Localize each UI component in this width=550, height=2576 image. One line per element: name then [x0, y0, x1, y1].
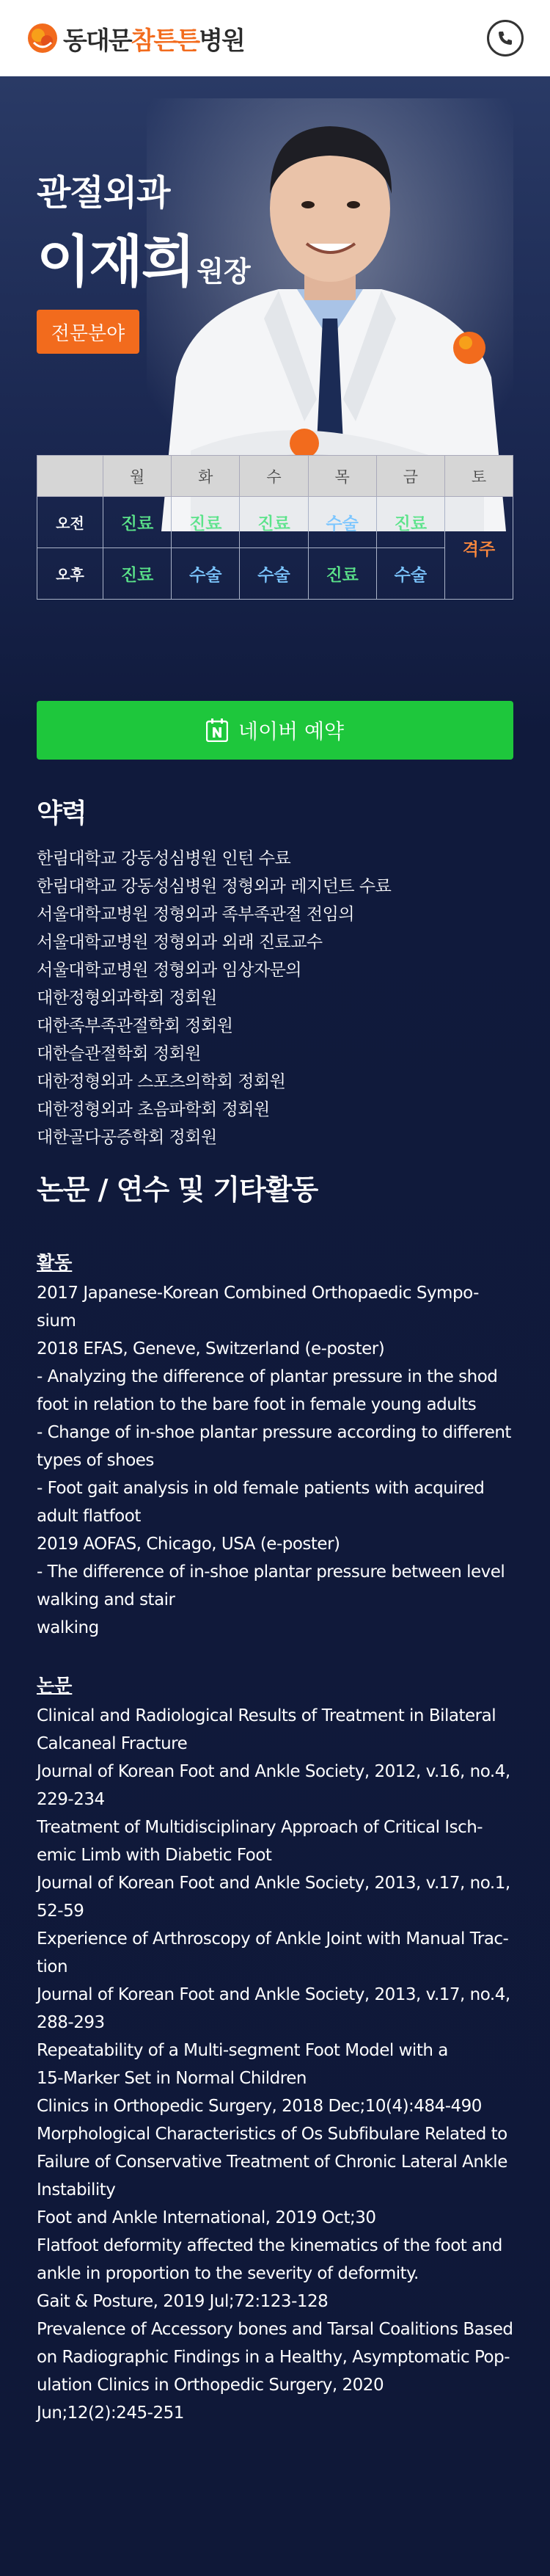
- paper-line: 15-Marker Set in Normal Children: [37, 2069, 307, 2088]
- activity-line: walking: [37, 1618, 99, 1637]
- schedule-header-row: [37, 456, 513, 497]
- paper-line: emic Limb with Diabetic Foot: [37, 1846, 272, 1865]
- career-list: [37, 845, 513, 1151]
- naver-reservation-button[interactable]: [37, 701, 513, 760]
- activity-line: walking and stair: [37, 1590, 175, 1609]
- papers-list: [37, 1702, 513, 2427]
- schedule-cell: 수술: [240, 548, 308, 600]
- activity-line: 2017 Japanese-Korean Combined Orthopaedic Sympo-: [37, 1284, 479, 1303]
- activities-title: 활동: [37, 1252, 73, 1273]
- paper-line: Treatment of Multidisciplinary Approach of Critical Isch-: [37, 1818, 483, 1837]
- schedule-row-morning: [37, 497, 513, 548]
- schedule-cell: 수술: [308, 497, 376, 548]
- paper-line: Journal of Korean Foot and Ankle Society, 2012, v.16, no.4,: [37, 1762, 510, 1781]
- schedule-corner-cell: [37, 456, 103, 497]
- logo-text: 동대문참튼튼병원: [63, 26, 244, 56]
- paper-line: Gait & Posture, 2019 Jul;72:123-128: [37, 2292, 329, 2311]
- career-item: 대한골다공증학회 정회원: [37, 1128, 217, 1147]
- hospital-logo[interactable]: [26, 21, 244, 57]
- doctor-name-row: [37, 217, 251, 297]
- activity-line: 2019 AOFAS, Chicago, USA (e-poster): [37, 1535, 340, 1554]
- career-item: 대한족부족관절학회 정회원: [37, 1016, 233, 1036]
- activities-list: [37, 1279, 513, 1642]
- schedule-cell: 수술: [376, 548, 444, 600]
- paper-line: ankle in proportion to the severity of deformity.: [37, 2264, 419, 2283]
- activity-line: - Analyzing the difference of plantar pressure in the shod: [37, 1367, 498, 1386]
- schedule-row-afternoon: [37, 548, 513, 600]
- schedule-cell: 진료: [103, 548, 172, 600]
- paper-line: Repeatability of a Multi-segment Foot Model with a: [37, 2041, 448, 2060]
- naver-icon: [206, 718, 228, 742]
- activity-line: foot in relation to the bare foot in female young adults: [37, 1395, 477, 1414]
- paper-line: Clinics in Orthopedic Surgery, 2018 Dec;10(4):484-490: [37, 2097, 482, 2116]
- paper-line: Journal of Korean Foot and Ankle Society, 2013, v.17, no.4,: [37, 1985, 510, 2004]
- paper-line: Calcaneal Fracture: [37, 1734, 188, 1753]
- career-item: 대한정형외과학회 정회원: [37, 989, 217, 1008]
- paper-line: Jun;12(2):245-251: [37, 2404, 184, 2423]
- top-bar: [0, 0, 550, 76]
- paper-line: tion: [37, 1957, 68, 1976]
- naver-reservation-label: 네이버 예약: [238, 719, 345, 743]
- career-item: 대한정형외과 스포츠의학회 정회원: [37, 1072, 286, 1091]
- activity-line: sium: [37, 1311, 76, 1331]
- paper-line: 229-234: [37, 1790, 105, 1809]
- schedule-cell: 진료: [240, 497, 308, 548]
- paper-line: 288-293: [37, 2013, 105, 2032]
- specialty-button[interactable]: 전문분야: [37, 310, 139, 354]
- day-header: 목: [308, 456, 376, 497]
- paper-line: 52-59: [37, 1902, 84, 1921]
- activity-line: adult flatfoot: [37, 1507, 141, 1526]
- papers-section-title: 논문 / 연수 및 기타활동: [37, 1174, 318, 1206]
- saturday-cell: 격주: [445, 497, 513, 600]
- paper-line: Experience of Arthroscopy of Ankle Joint with Manual Trac-: [37, 1929, 509, 1949]
- paper-line: on Radiographic Findings in a Healthy, Asymptomatic Pop-: [37, 2348, 510, 2367]
- day-header: 금: [376, 456, 444, 497]
- doctor-name: 이재희: [37, 229, 194, 294]
- career-item: 한림대학교 강동성심병원 인턴 수료: [37, 849, 291, 868]
- career-item: 한림대학교 강동성심병원 정형외과 레지던트 수료: [37, 877, 392, 896]
- day-header: 화: [172, 456, 240, 497]
- schedule-cell: 수술: [172, 548, 240, 600]
- paper-line: Morphological Characteristics of Os Subfibulare Related to: [37, 2125, 507, 2144]
- paper-line: Flatfoot deformity affected the kinematics of the foot and: [37, 2236, 502, 2255]
- paper-line: Instability: [37, 2180, 116, 2200]
- department-label: 관절외과: [37, 172, 170, 214]
- career-title: 약력: [37, 798, 87, 829]
- papers-section: [37, 1167, 513, 2427]
- doctor-title: 원장: [197, 255, 251, 288]
- career-item: 서울대학교병원 정형외과 임상자문의: [37, 961, 302, 980]
- career-item: 대한슬관절학회 정회원: [37, 1044, 201, 1063]
- activity-line: 2018 EFAS, Geneve, Switzerland (e-poster): [37, 1339, 385, 1358]
- paper-line: Journal of Korean Foot and Ankle Society, 2013, v.17, no.1,: [37, 1874, 510, 1893]
- day-header: 월: [103, 456, 172, 497]
- paper-line: Failure of Conservative Treatment of Chronic Lateral Ankle: [37, 2153, 507, 2172]
- schedule-cell: 진료: [376, 497, 444, 548]
- logo-icon: [26, 22, 59, 54]
- schedule-cell: 진료: [103, 497, 172, 548]
- career-item: 대한정형외과 초음파학회 정회원: [37, 1100, 270, 1119]
- phone-icon: [496, 29, 514, 47]
- phone-call-button[interactable]: [487, 20, 524, 57]
- paper-line: Foot and Ankle International, 2019 Oct;30: [37, 2208, 376, 2227]
- papers-title: 논문: [37, 1675, 73, 1696]
- activity-line: types of shoes: [37, 1451, 154, 1470]
- day-header: 토: [445, 456, 513, 497]
- schedule-cell: 진료: [172, 497, 240, 548]
- schedule-table: [37, 455, 513, 600]
- activity-line: - The difference of in-shoe plantar pressure between level: [37, 1562, 505, 1582]
- paper-line: ulation Clinics in Orthopedic Surgery, 2020: [37, 2376, 384, 2395]
- activity-line: - Change of in-shoe plantar pressure according to different: [37, 1423, 511, 1442]
- day-header: 수: [240, 456, 308, 497]
- paper-line: Prevalence of Accessory bones and Tarsal Coalitions Based: [37, 2320, 513, 2339]
- career-section: [37, 793, 513, 1151]
- paper-line: Clinical and Radiological Results of Treatment in Bilateral: [37, 1706, 496, 1725]
- career-item: 서울대학교병원 정형외과 외래 진료교수: [37, 933, 323, 952]
- schedule-row-label: 오후: [37, 548, 103, 600]
- schedule-row-label: 오전: [37, 497, 103, 548]
- activity-line: - Foot gait analysis in old female patients with acquired: [37, 1479, 485, 1498]
- schedule-cell: 진료: [308, 548, 376, 600]
- career-item: 서울대학교병원 정형외과 족부족관절 전임의: [37, 905, 355, 924]
